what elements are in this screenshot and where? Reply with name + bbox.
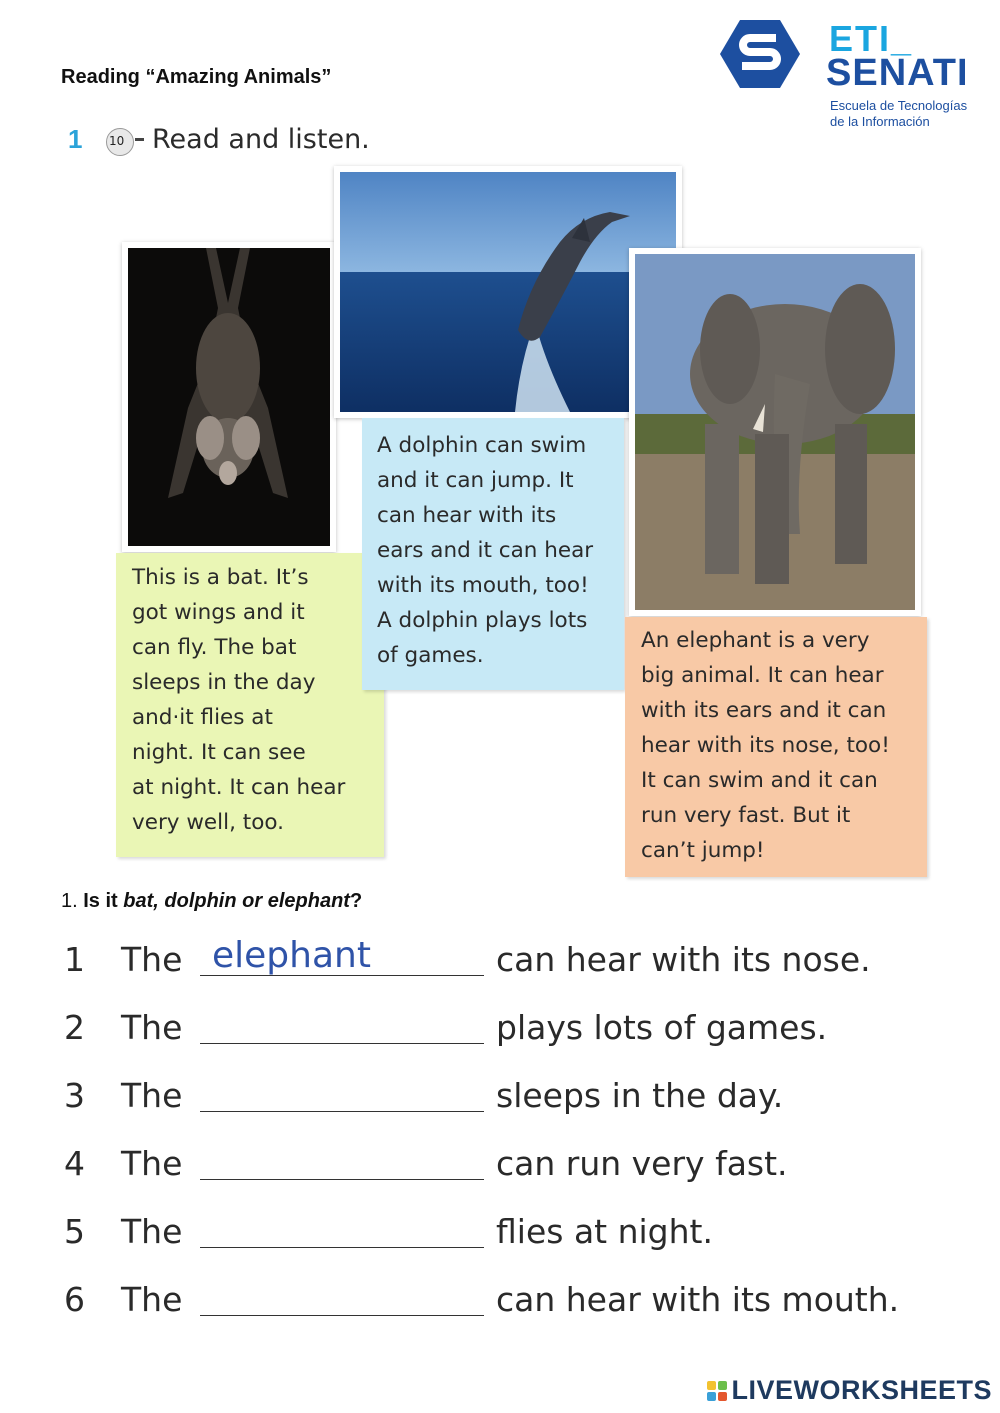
answer-row-1: [0, 932, 1000, 992]
row-sentence-end: flies at night.: [496, 1212, 713, 1251]
logo-senati-text: SENATI: [826, 52, 969, 94]
senati-logo: [720, 18, 995, 133]
elephant-text-box: [625, 617, 927, 877]
arrow-icon: [135, 138, 144, 141]
row-article: The: [121, 1008, 183, 1047]
bat-text-line: can fly. The bat: [132, 635, 297, 660]
answer-row-4: [0, 1136, 1000, 1196]
bat-image: [128, 248, 330, 546]
question-mark: ?: [349, 890, 363, 912]
row-number: 4: [64, 1144, 85, 1183]
dolphin-text-line: can hear with its: [377, 503, 557, 528]
row-article: The: [121, 1144, 183, 1183]
row-article: The: [121, 1280, 183, 1319]
answer-input-5[interactable]: [200, 1208, 484, 1248]
row-article: The: [121, 1212, 183, 1251]
question-last-option: elephant: [267, 890, 350, 912]
question-prompt: [61, 890, 362, 913]
dolphin-text-line: A dolphin plays lots: [377, 608, 588, 633]
elephant-text-line: can’t jump!: [641, 838, 765, 863]
answer-row-3: [0, 1068, 1000, 1128]
elephant-text-line: An elephant is a very: [641, 628, 870, 653]
dolphin-image: [340, 172, 676, 412]
answer-row-5: [0, 1204, 1000, 1264]
liveworksheets-brand: [707, 1375, 992, 1406]
bat-text-box: [116, 553, 384, 857]
row-number: 5: [64, 1212, 85, 1251]
bat-text-line: at night. It can hear: [132, 775, 346, 800]
bat-text-line: and·it flies at: [132, 705, 273, 730]
row-article: The: [121, 1076, 183, 1115]
row-sentence-end: can run very fast.: [496, 1144, 788, 1183]
question-options: bat, dolphin or: [123, 890, 263, 912]
audio-track-number: 10: [109, 134, 125, 148]
row-number: 3: [64, 1076, 85, 1115]
dolphin-text-line: A dolphin can swim: [377, 433, 587, 458]
bat-text-line: sleeps in the day: [132, 670, 316, 695]
row-sentence-end: plays lots of games.: [496, 1008, 828, 1047]
elephant-image: [635, 254, 915, 610]
row-sentence-end: can hear with its nose.: [496, 940, 871, 979]
answer-input-2[interactable]: [200, 1004, 484, 1044]
logo-subtitle-2: de la Información: [830, 114, 930, 129]
dolphin-text-line: with its mouth, too!: [377, 573, 589, 598]
row-number: 6: [64, 1280, 85, 1319]
answer-row-6: [0, 1272, 1000, 1332]
question-number: 1.: [61, 890, 84, 912]
dolphin-text-line: of games.: [377, 643, 484, 668]
answer-input-4[interactable]: [200, 1140, 484, 1180]
exercise-number: 1: [68, 124, 83, 154]
answer-input-1[interactable]: [200, 936, 484, 976]
elephant-text-line: big animal. It can hear: [641, 663, 884, 688]
row-sentence-end: can hear with its mouth.: [496, 1280, 900, 1319]
bat-photo: [122, 242, 336, 552]
bat-text-line: night. It can see: [132, 740, 306, 765]
elephant-text-line: with its ears and it can: [641, 698, 887, 723]
row-number: 2: [64, 1008, 85, 1047]
brand-name: LIVEWORKSHEETS: [731, 1375, 992, 1405]
dolphin-text-line: ears and it can hear: [377, 538, 594, 563]
row-sentence-end: sleeps in the day.: [496, 1076, 784, 1115]
exercise-instruction: Read and listen.: [152, 124, 370, 155]
elephant-text-line: hear with its nose, too!: [641, 733, 890, 758]
dolphin-text-line: and it can jump. It: [377, 468, 574, 493]
row-article: The: [121, 940, 183, 979]
bat-text-line: This is a bat. It’s: [132, 565, 309, 590]
audio-track-icon[interactable]: [103, 124, 143, 158]
elephant-photo: [629, 248, 921, 616]
elephant-text-line: run very fast. But it: [641, 803, 851, 828]
answer-input-3[interactable]: [200, 1072, 484, 1112]
bat-text-line: very well, too.: [132, 810, 284, 835]
senati-logo-icon: [720, 18, 800, 90]
dolphin-text-box: [362, 418, 624, 690]
bat-text-line: got wings and it: [132, 600, 305, 625]
row-number: 1: [64, 940, 85, 979]
page-title: Reading “Amazing Animals”: [61, 66, 332, 88]
liveworksheets-logo-icon: [707, 1381, 727, 1401]
question-lead: Is it: [83, 890, 124, 912]
elephant-text-line: It can swim and it can: [641, 768, 878, 793]
logo-subtitle-1: Escuela de Tecnologías: [830, 98, 968, 113]
answer-input-6[interactable]: [200, 1276, 484, 1316]
logo-eti-text: ETI_: [829, 18, 914, 59]
answer-row-2: [0, 1000, 1000, 1060]
